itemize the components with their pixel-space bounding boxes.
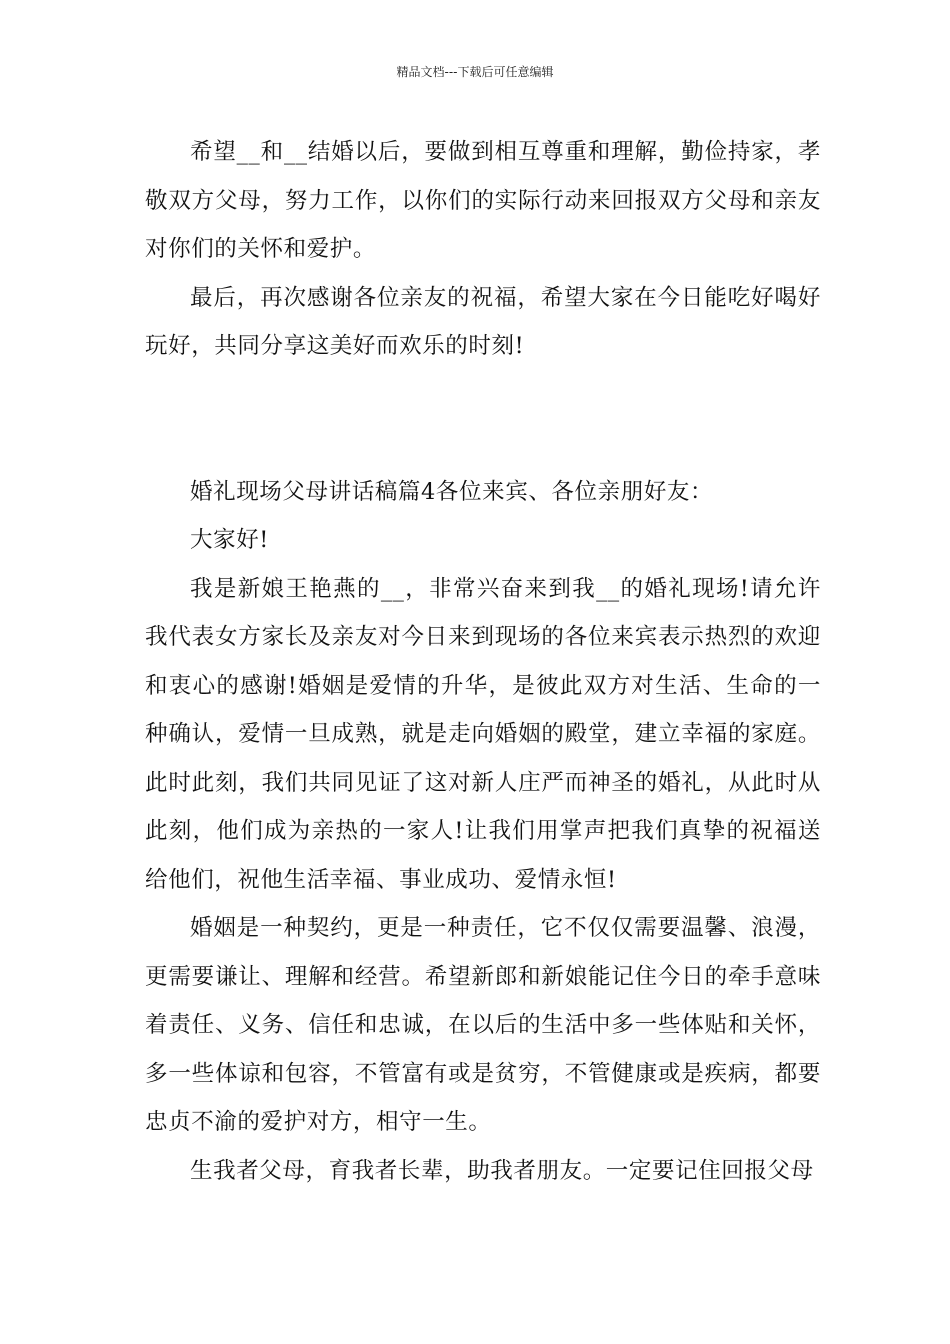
paragraph-welcome: 我是新娘王艳燕的__，非常兴奋来到我__的婚礼现场!请允许我代表女方家长及亲友对今日来到现场的各位来宾表示热烈的欢迎和衷心的感谢!婚姻是爱情的升华，是彼此双方对生活、生命的一种确认，爱情一旦成熟，就是走向婚姻的殿堂，建立幸福的家庭。此时此刻，我们共同见证了这对新人庄严而神圣的婚礼，从此时从此刻，他们成为亲热的一家人!让我们用掌声把我们真挚的祝福送给他们，祝他生活幸福、事业成功、爱情永恒! xyxy=(145,575,821,893)
paragraph-closing-thanks: 最后，再次感谢各位亲友的祝福，希望大家在今日能吃好喝好玩好，共同分享这美好而欢乐的时刻! xyxy=(145,284,821,359)
paragraph-parents: 生我者父母，育我者长辈，助我者朋友。一定要记住回报父母 xyxy=(190,1157,814,1184)
paragraph-marriage-responsibility: 婚姻是一种契约，更是一种责任，它不仅仅需要温馨、浪漫，更需要谦让、理解和经营。希望新郎和新娘能记住今日的牵手意味着责任、义务、信任和忠诚，在以后的生活中多一些体贴和关怀，多一些体谅和包容，不管富有或是贫穷，不管健康或是疾病，都要忠贞不渝的爱护对方，相守一生。 xyxy=(145,915,821,1135)
document-body xyxy=(145,128,821,1195)
page-header: 精品文档---下载后可任意编辑 xyxy=(396,65,554,79)
section-gap xyxy=(145,371,821,468)
paragraph-greeting: 大家好! xyxy=(190,527,269,553)
section-heading: 婚礼现场父母讲话稿篇4各位来宾、各位亲朋好友： xyxy=(190,478,714,505)
paragraph-respect: 希望__和__结婚以后，要做到相互尊重和理解，勤俭持家，孝敬双方父母，努力工作，以你们的实际行动来回报双方父母和亲友对你们的关怀和爱护。 xyxy=(145,139,821,262)
